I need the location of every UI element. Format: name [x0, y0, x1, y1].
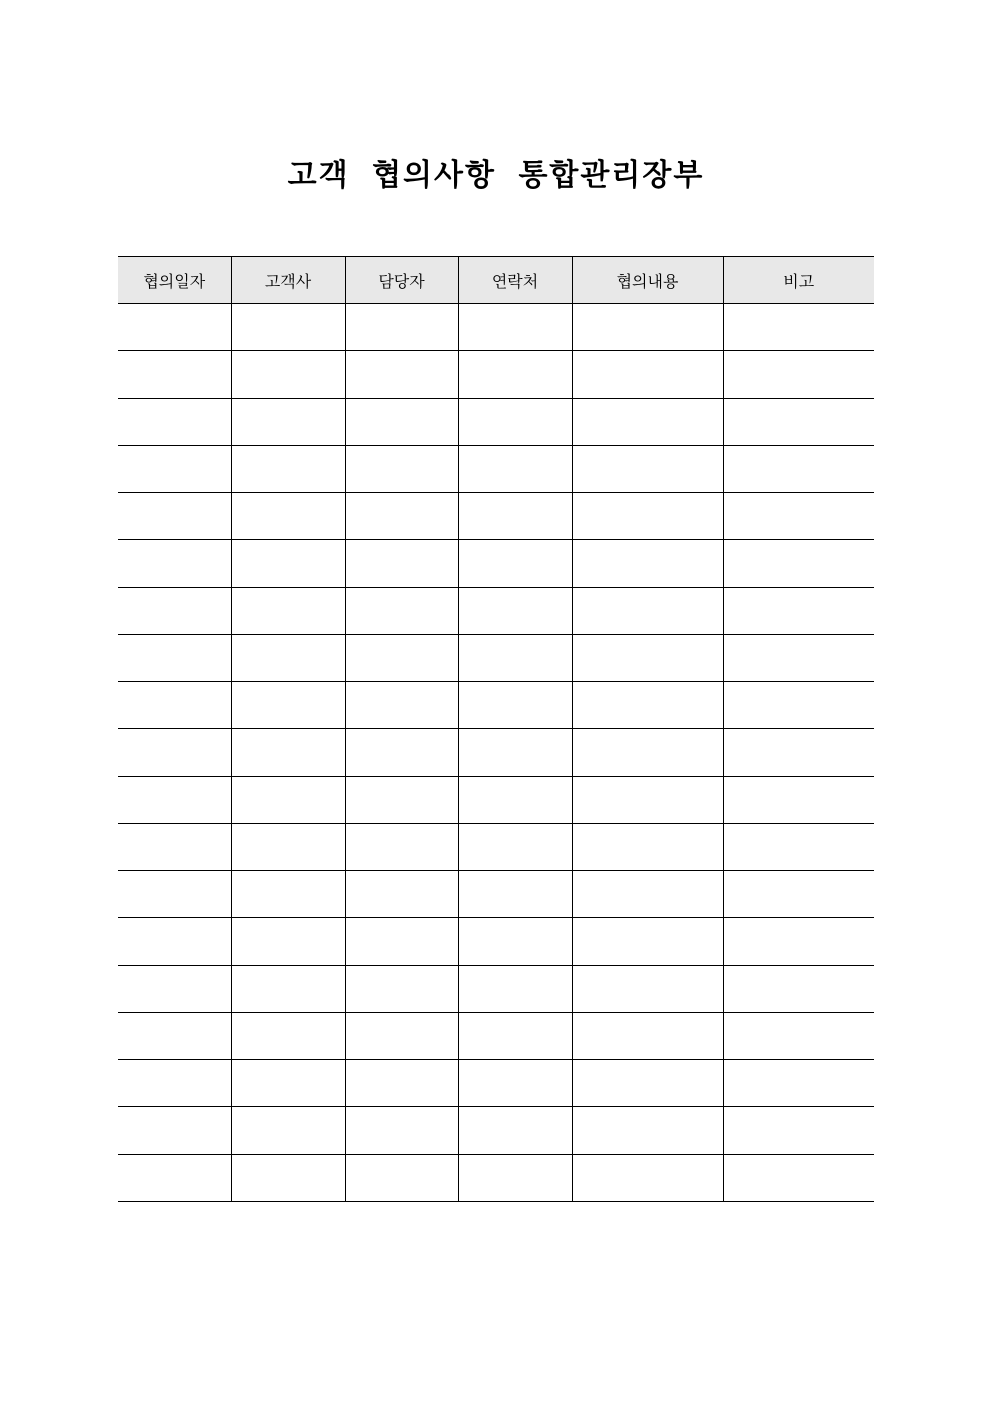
cell-manager[interactable] — [345, 398, 458, 445]
column-header-manager: 담당자 — [345, 257, 458, 304]
table-row — [118, 587, 874, 634]
cell-date[interactable] — [118, 445, 231, 492]
cell-date[interactable] — [118, 540, 231, 587]
table-row — [118, 540, 874, 587]
cell-remarks[interactable] — [723, 1154, 874, 1201]
cell-contact[interactable] — [458, 1060, 572, 1107]
cell-manager[interactable] — [345, 1107, 458, 1154]
cell-details[interactable] — [572, 1060, 723, 1107]
cell-details[interactable] — [572, 587, 723, 634]
table-row — [118, 871, 874, 918]
table-row — [118, 304, 874, 351]
cell-details[interactable] — [572, 965, 723, 1012]
cell-client[interactable] — [231, 351, 345, 398]
cell-client[interactable] — [231, 398, 345, 445]
cell-date[interactable] — [118, 965, 231, 1012]
cell-contact[interactable] — [458, 1012, 572, 1059]
cell-contact[interactable] — [458, 776, 572, 823]
cell-client[interactable] — [231, 918, 345, 965]
table-body — [118, 304, 874, 1202]
cell-details[interactable] — [572, 1012, 723, 1059]
table-row — [118, 634, 874, 681]
cell-contact[interactable] — [458, 965, 572, 1012]
cell-remarks[interactable] — [723, 823, 874, 870]
table-row — [118, 1012, 874, 1059]
cell-manager[interactable] — [345, 776, 458, 823]
cell-details[interactable] — [572, 540, 723, 587]
cell-date[interactable] — [118, 493, 231, 540]
cell-details[interactable] — [572, 493, 723, 540]
table-row — [118, 918, 874, 965]
cell-client[interactable] — [231, 1107, 345, 1154]
table-row — [118, 965, 874, 1012]
table-row — [118, 1107, 874, 1154]
cell-manager[interactable] — [345, 445, 458, 492]
cell-remarks[interactable] — [723, 871, 874, 918]
cell-client[interactable] — [231, 871, 345, 918]
cell-date[interactable] — [118, 918, 231, 965]
cell-date[interactable] — [118, 1107, 231, 1154]
cell-manager[interactable] — [345, 729, 458, 776]
cell-client[interactable] — [231, 1012, 345, 1059]
cell-client[interactable] — [231, 1154, 345, 1201]
cell-remarks[interactable] — [723, 729, 874, 776]
cell-remarks[interactable] — [723, 634, 874, 681]
table-row — [118, 1154, 874, 1201]
cell-remarks[interactable] — [723, 1060, 874, 1107]
cell-manager[interactable] — [345, 587, 458, 634]
column-header-contact: 연락처 — [458, 257, 572, 304]
cell-remarks[interactable] — [723, 398, 874, 445]
cell-date[interactable] — [118, 634, 231, 681]
cell-remarks[interactable] — [723, 304, 874, 351]
cell-date[interactable] — [118, 776, 231, 823]
cell-remarks[interactable] — [723, 1107, 874, 1154]
table-row — [118, 776, 874, 823]
cell-details[interactable] — [572, 351, 723, 398]
cell-details[interactable] — [572, 1154, 723, 1201]
column-header-date: 협의일자 — [118, 257, 231, 304]
cell-manager[interactable] — [345, 682, 458, 729]
cell-manager[interactable] — [345, 493, 458, 540]
cell-client[interactable] — [231, 729, 345, 776]
cell-manager[interactable] — [345, 871, 458, 918]
cell-client[interactable] — [231, 682, 345, 729]
cell-details[interactable] — [572, 776, 723, 823]
cell-contact[interactable] — [458, 540, 572, 587]
cell-manager[interactable] — [345, 965, 458, 1012]
cell-client[interactable] — [231, 587, 345, 634]
cell-date[interactable] — [118, 1154, 231, 1201]
cell-manager[interactable] — [345, 540, 458, 587]
cell-remarks[interactable] — [723, 587, 874, 634]
cell-remarks[interactable] — [723, 493, 874, 540]
cell-details[interactable] — [572, 918, 723, 965]
cell-manager[interactable] — [345, 823, 458, 870]
cell-date[interactable] — [118, 304, 231, 351]
cell-client[interactable] — [231, 304, 345, 351]
cell-date[interactable] — [118, 351, 231, 398]
consultation-ledger-table — [118, 256, 874, 1202]
cell-contact[interactable] — [458, 682, 572, 729]
cell-contact[interactable] — [458, 918, 572, 965]
cell-remarks[interactable] — [723, 445, 874, 492]
cell-manager[interactable] — [345, 918, 458, 965]
column-header-remarks: 비고 — [723, 257, 874, 304]
cell-manager[interactable] — [345, 351, 458, 398]
cell-client[interactable] — [231, 776, 345, 823]
cell-contact[interactable] — [458, 871, 572, 918]
cell-details[interactable] — [572, 1107, 723, 1154]
cell-details[interactable] — [572, 871, 723, 918]
cell-remarks[interactable] — [723, 1012, 874, 1059]
cell-date[interactable] — [118, 398, 231, 445]
cell-client[interactable] — [231, 540, 345, 587]
cell-contact[interactable] — [458, 493, 572, 540]
cell-details[interactable] — [572, 634, 723, 681]
column-header-details: 협의내용 — [572, 257, 723, 304]
cell-remarks[interactable] — [723, 776, 874, 823]
cell-details[interactable] — [572, 398, 723, 445]
cell-details[interactable] — [572, 445, 723, 492]
cell-contact[interactable] — [458, 634, 572, 681]
cell-date[interactable] — [118, 871, 231, 918]
cell-contact[interactable] — [458, 587, 572, 634]
document-title: 고객 협의사항 통합관리장부 — [287, 158, 705, 194]
table-header-row — [118, 257, 874, 304]
cell-contact[interactable] — [458, 1107, 572, 1154]
cell-client[interactable] — [231, 493, 345, 540]
cell-contact[interactable] — [458, 351, 572, 398]
table-row — [118, 823, 874, 870]
cell-details[interactable] — [572, 682, 723, 729]
cell-contact[interactable] — [458, 823, 572, 870]
table-row — [118, 729, 874, 776]
table-row — [118, 351, 874, 398]
cell-manager[interactable] — [345, 1154, 458, 1201]
table-row — [118, 398, 874, 445]
table-row — [118, 493, 874, 540]
cell-date[interactable] — [118, 1060, 231, 1107]
cell-contact[interactable] — [458, 1154, 572, 1201]
cell-remarks[interactable] — [723, 351, 874, 398]
cell-client[interactable] — [231, 823, 345, 870]
cell-remarks[interactable] — [723, 918, 874, 965]
cell-manager[interactable] — [345, 1012, 458, 1059]
cell-details[interactable] — [572, 729, 723, 776]
column-header-client: 고객사 — [231, 257, 345, 304]
table-row — [118, 445, 874, 492]
cell-remarks[interactable] — [723, 540, 874, 587]
cell-client[interactable] — [231, 634, 345, 681]
cell-client[interactable] — [231, 965, 345, 1012]
cell-contact[interactable] — [458, 445, 572, 492]
cell-contact[interactable] — [458, 398, 572, 445]
table-row — [118, 682, 874, 729]
cell-details[interactable] — [572, 823, 723, 870]
cell-client[interactable] — [231, 1060, 345, 1107]
cell-date[interactable] — [118, 823, 231, 870]
cell-manager[interactable] — [345, 634, 458, 681]
cell-client[interactable] — [231, 445, 345, 492]
cell-manager[interactable] — [345, 304, 458, 351]
cell-date[interactable] — [118, 729, 231, 776]
cell-manager[interactable] — [345, 1060, 458, 1107]
table-row — [118, 1060, 874, 1107]
cell-remarks[interactable] — [723, 965, 874, 1012]
cell-date[interactable] — [118, 1012, 231, 1059]
cell-date[interactable] — [118, 682, 231, 729]
cell-contact[interactable] — [458, 729, 572, 776]
cell-remarks[interactable] — [723, 682, 874, 729]
cell-date[interactable] — [118, 587, 231, 634]
cell-contact[interactable] — [458, 304, 572, 351]
cell-details[interactable] — [572, 304, 723, 351]
